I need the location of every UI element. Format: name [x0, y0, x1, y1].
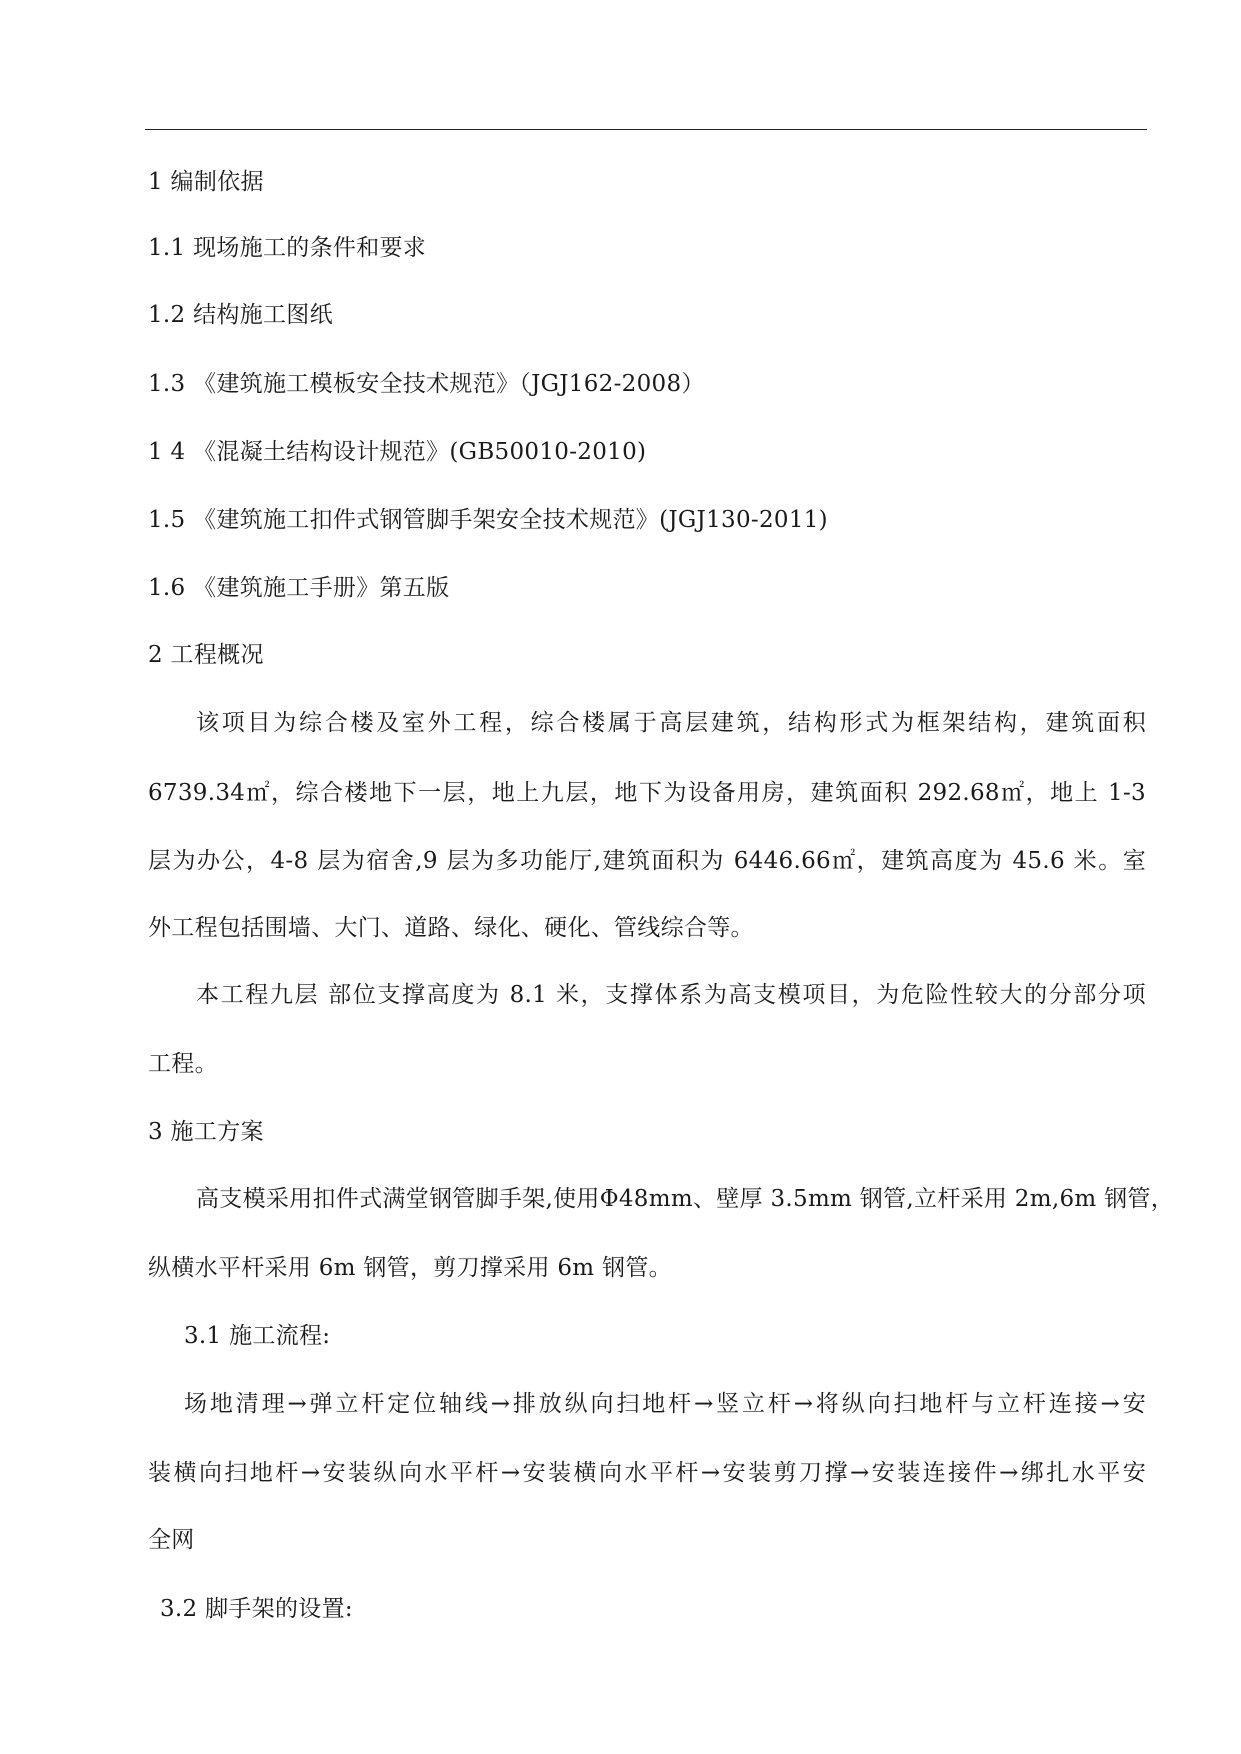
heading-1-6: 1.6 《建筑施工手册》第五版 — [148, 575, 450, 601]
paragraph-4-line-2: 装横向扫地杆→安装纵向水平杆→安装横向水平杆→安装剪刀撑→安装连接件→绑扎水平安 — [148, 1460, 1146, 1486]
heading-1-5: 1.5 《建筑施工扣件式钢管脚手架安全技术规范》(JGJ130-2011) — [148, 507, 828, 533]
heading-1-1: 1.1 现场施工的条件和要求 — [148, 235, 427, 261]
paragraph-1-line-3: 层为办公，4-8 层为宿舍,9 层为多功能厅,建筑面积为 6446.66㎡，建筑高度为 45.6 米。室 — [148, 848, 1146, 874]
header-rule — [145, 129, 1147, 130]
heading-3-1: 3.1 施工流程: — [184, 1323, 331, 1349]
paragraph-1-line-4: 外工程包括围墙、大门、道路、绿化、硬化、管线综合等。 — [148, 915, 754, 941]
paragraph-2-line-2: 工程。 — [148, 1051, 218, 1077]
paragraph-4-line-1: 场地清理→弹立杆定位轴线→排放纵向扫地杆→竖立杆→将纵向扫地杆与立杆连接→安 — [184, 1391, 1146, 1417]
heading-2: 2 工程概况 — [148, 642, 264, 668]
heading-3-2: 3.2 脚手架的设置: — [160, 1596, 353, 1622]
heading-1-3: 1.3 《建筑施工模板安全技术规范》（JGJ162-2008） — [148, 371, 705, 397]
paragraph-2-line-1: 本工程九层 部位支撑高度为 8.1 米，支撑体系为高支模项目，为危险性较大的分部分项 — [196, 982, 1146, 1008]
paragraph-3-line-1: 高支模采用扣件式满堂钢管脚手架,使用Φ48mm、壁厚 3.5mm 钢管,立杆采用 2m,6m 钢管， — [196, 1186, 1175, 1212]
paragraph-4-line-3: 全网 — [148, 1527, 195, 1553]
paragraph-1-line-1: 该项目为综合楼及室外工程，综合楼属于高层建筑，结构形式为框架结构，建筑面积 — [196, 710, 1146, 736]
heading-3: 3 施工方案 — [148, 1119, 264, 1145]
heading-1-4: 1 4 《混凝土结构设计规范》(GB50010-2010) — [148, 439, 647, 465]
paragraph-3-line-2: 纵横水平杆采用 6m 钢管，剪刀撑采用 6m 钢管。 — [148, 1255, 672, 1281]
heading-1-2: 1.2 结构施工图纸 — [148, 302, 333, 328]
paragraph-1-line-2: 6739.34㎡，综合楼地下一层，地上九层，地下为设备用房，建筑面积 292.68㎡，地上 1-3 — [148, 780, 1146, 806]
heading-1: 1 编制依据 — [148, 169, 264, 195]
